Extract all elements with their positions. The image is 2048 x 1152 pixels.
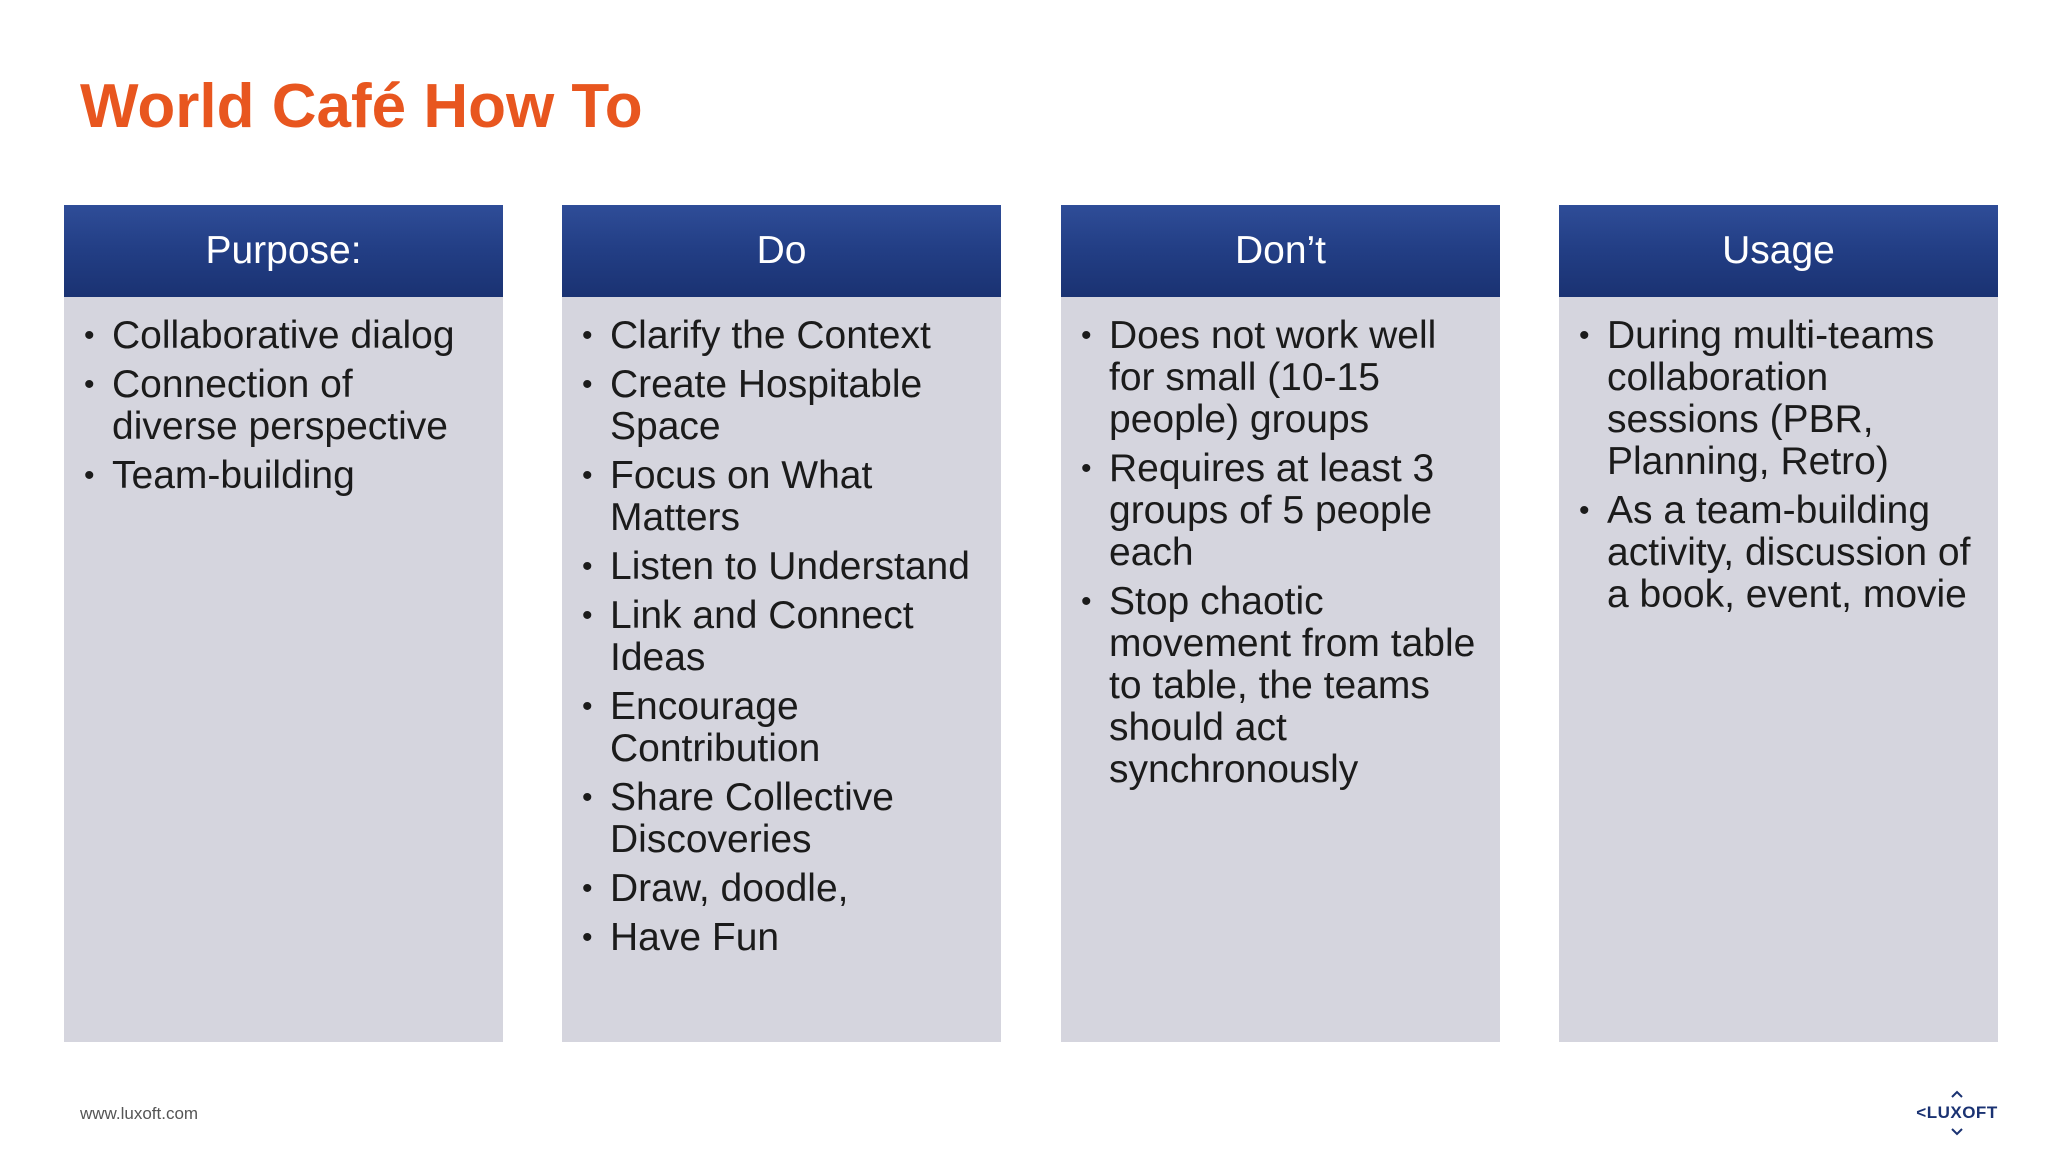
bullet-text: Collaborative dialog bbox=[112, 314, 455, 357]
slide-title: World Café How To bbox=[80, 72, 643, 141]
bullet-dot-icon: • bbox=[1081, 319, 1092, 352]
bullet-list bbox=[1577, 315, 1984, 616]
column-body bbox=[1559, 297, 1998, 616]
bullet-text: Team-building bbox=[112, 454, 355, 497]
bullet-item bbox=[580, 686, 987, 770]
luxoft-logo bbox=[1912, 1088, 2002, 1138]
bullet-dot-icon: • bbox=[84, 368, 95, 401]
bullet-item bbox=[1079, 315, 1486, 441]
bullet-text: Link and Connect Ideas bbox=[610, 594, 914, 679]
bullet-text: Encourage Contribution bbox=[610, 685, 821, 770]
bullet-item bbox=[580, 777, 987, 861]
bullet-text: Draw, doodle, bbox=[610, 867, 849, 910]
column-usage bbox=[1559, 205, 1998, 1042]
columns-container bbox=[64, 205, 1998, 1042]
bullet-item bbox=[1577, 315, 1984, 483]
column-body bbox=[64, 297, 503, 497]
bullet-dot-icon: • bbox=[1579, 319, 1590, 352]
bullet-list bbox=[1079, 315, 1486, 791]
footer-url: www.luxoft.com bbox=[80, 1104, 199, 1123]
bullet-text: Does not work well for small (10-15 people) groups bbox=[1109, 314, 1437, 441]
bullet-list bbox=[580, 315, 987, 959]
bullet-dot-icon: • bbox=[582, 550, 593, 583]
bullet-dot-icon: • bbox=[1081, 585, 1092, 618]
bullet-dot-icon: • bbox=[84, 459, 95, 492]
bullet-item bbox=[580, 364, 987, 448]
bullet-dot-icon: • bbox=[582, 690, 593, 723]
chevron-up-icon bbox=[1951, 1090, 1963, 1098]
bullet-dot-icon: • bbox=[1081, 452, 1092, 485]
column-header: Don’t bbox=[1061, 205, 1500, 297]
column-dont bbox=[1061, 205, 1500, 1042]
column-header: Do bbox=[562, 205, 1001, 297]
bullet-text: As a team-building activity, discussion of a book, event, movie bbox=[1607, 489, 1971, 616]
bullet-dot-icon: • bbox=[582, 921, 593, 954]
bullet-text: Create Hospitable Space bbox=[610, 363, 923, 448]
bullet-item bbox=[82, 455, 489, 497]
bullet-dot-icon: • bbox=[1579, 494, 1590, 527]
bullet-text: Connection of diverse perspective bbox=[112, 363, 448, 448]
column-header: Usage bbox=[1559, 205, 1998, 297]
bullet-text: Clarify the Context bbox=[610, 314, 931, 357]
bullet-item bbox=[1079, 581, 1486, 791]
bullet-item bbox=[580, 546, 987, 588]
logo-text: <LUXOFT bbox=[1916, 1103, 1998, 1122]
bullet-dot-icon: • bbox=[582, 368, 593, 401]
bullet-dot-icon: • bbox=[582, 459, 593, 492]
bullet-item bbox=[580, 595, 987, 679]
bullet-item bbox=[82, 364, 489, 448]
column-body bbox=[562, 297, 1001, 959]
bullet-item bbox=[580, 868, 987, 910]
bullet-text: Focus on What Matters bbox=[610, 454, 873, 539]
bullet-text: Share Collective Discoveries bbox=[610, 776, 894, 861]
bullet-item bbox=[1577, 490, 1984, 616]
bullet-item bbox=[580, 455, 987, 539]
column-do bbox=[562, 205, 1001, 1042]
bullet-item bbox=[82, 315, 489, 357]
bullet-dot-icon: • bbox=[84, 319, 95, 352]
bullet-dot-icon: • bbox=[582, 319, 593, 352]
bullet-dot-icon: • bbox=[582, 872, 593, 905]
bullet-dot-icon: • bbox=[582, 781, 593, 814]
bullet-text: Stop chaotic movement from table to table, the teams should act synchronously bbox=[1109, 580, 1476, 791]
bullet-text: Have Fun bbox=[610, 916, 780, 959]
column-purpose bbox=[64, 205, 503, 1042]
column-header: Purpose: bbox=[64, 205, 503, 297]
bullet-item bbox=[580, 315, 987, 357]
bullet-item bbox=[1079, 448, 1486, 574]
bullet-text: Requires at least 3 groups of 5 people each bbox=[1109, 447, 1435, 574]
bullet-item bbox=[580, 917, 987, 959]
bullet-list bbox=[82, 315, 489, 497]
bullet-text: Listen to Understand bbox=[610, 545, 970, 588]
bullet-text: During multi-teams collaboration sessions (PBR, Planning, Retro) bbox=[1607, 314, 1935, 483]
chevron-down-icon bbox=[1951, 1128, 1963, 1136]
bullet-dot-icon: • bbox=[582, 599, 593, 632]
column-body bbox=[1061, 297, 1500, 791]
